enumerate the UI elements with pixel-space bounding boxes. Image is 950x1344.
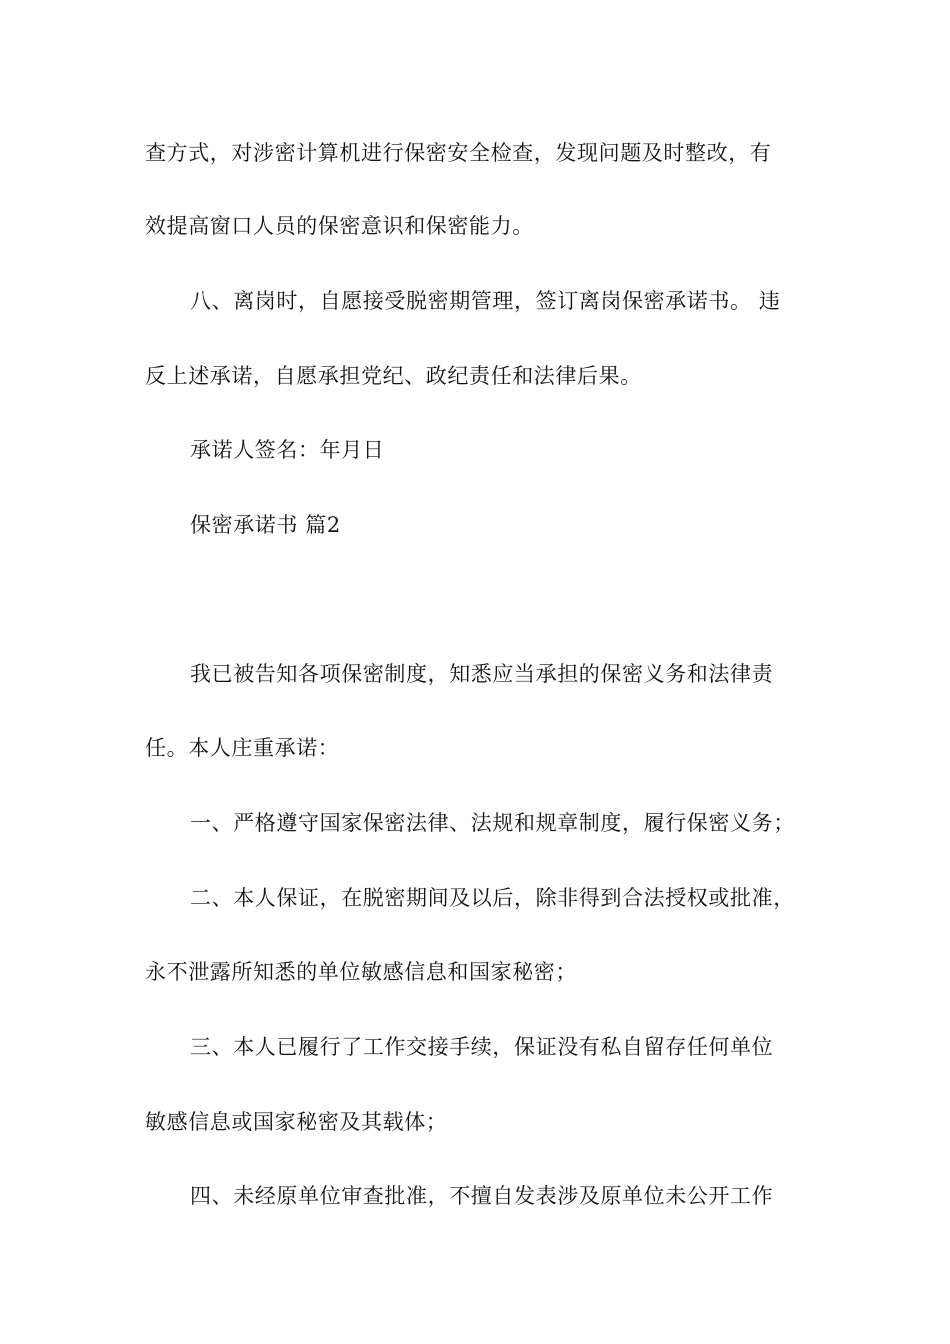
paragraph-line: 我已被告知各项保密制度，知悉应当承担的保密义务和法律责 — [190, 662, 774, 686]
paragraph-line: 二、本人保证，在脱密期间及以后，除非得到合法授权或批准， — [190, 886, 795, 910]
signature-line: 承诺人签名：年月日 — [190, 438, 385, 462]
paragraph-line: 一、严格遵守国家保密法律、法规和规章制度，履行保密义务； — [190, 811, 795, 835]
paragraph-line: 效提高窗口人员的保密意识和保密能力。 — [145, 214, 534, 238]
paragraph-line: 八、离岗时，自愿接受脱密期管理，签订离岗保密承诺书。 违 — [190, 289, 781, 313]
paragraph-line: 敏感信息或国家秘密及其载体； — [145, 1110, 448, 1134]
paragraph-line: 任。本人庄重承诺： — [145, 736, 340, 760]
paragraph-line: 查方式，对涉密计算机进行保密安全检查，发现问题及时整改，有 — [145, 141, 772, 165]
paragraph-line: 反上述承诺，自愿承担党纪、政纪责任和法律后果。 — [145, 364, 642, 388]
paragraph-line: 三、本人已履行了工作交接手续，保证没有私自留存任何单位 — [190, 1035, 774, 1059]
paragraph-line: 四、未经原单位审查批准，不擅自发表涉及原单位未公开工作 — [190, 1184, 774, 1208]
section-heading: 保密承诺书 篇2 — [190, 513, 341, 537]
paragraph-line: 永不泄露所知悉的单位敏感信息和国家秘密； — [145, 960, 577, 984]
